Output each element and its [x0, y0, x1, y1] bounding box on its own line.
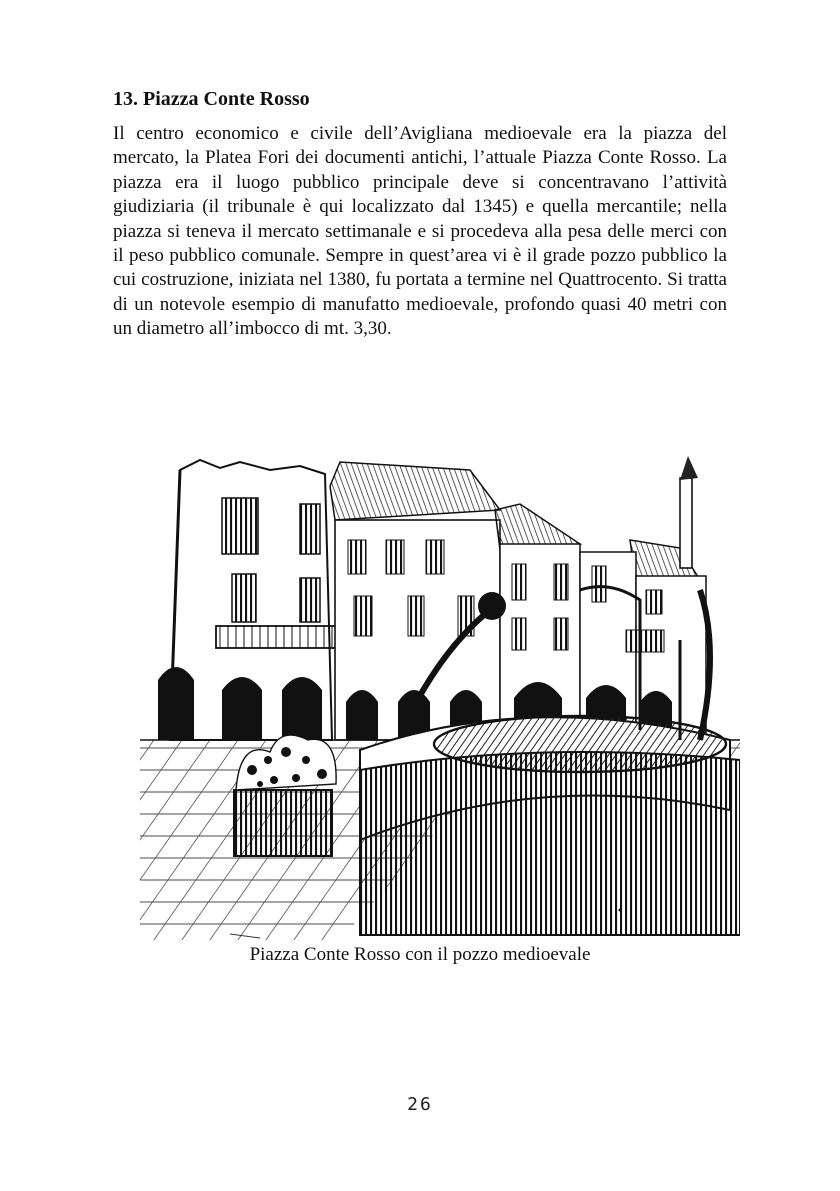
section-heading: 13. Piazza Conte Rosso: [113, 88, 310, 110]
piazza-sketch-illustration: [140, 440, 740, 940]
section-paragraph: Il centro economico e civile dell’Avigliana medioevale era la piazza del mercato, la Platea Fori dei documenti antichi, l’attuale Piazza Conte Rosso. La piazza era il luogo pubblico principale deve si concentravano l’attività giudiziaria (il tribunale è qui localizzato dal 1345) e quella mercantile; nella piazza si teneva il mercato settimanale e si procedeva alla pesa delle merci con il peso pubblico comunale. Sempre in quest’area vi è il grade pozzo pubblico la cui costruzione, iniziata nel 1380, fu portata a termine nel Quattrocento. Si tratta di un notevole esempio di manufatto medioevale, profondo quasi 40 metri con un diametro all’imbocco di mt. 3,30.: [113, 123, 727, 340]
page-number: 26: [407, 1094, 433, 1115]
figure-caption: Piazza Conte Rosso con il pozzo medioevale: [249, 944, 591, 965]
